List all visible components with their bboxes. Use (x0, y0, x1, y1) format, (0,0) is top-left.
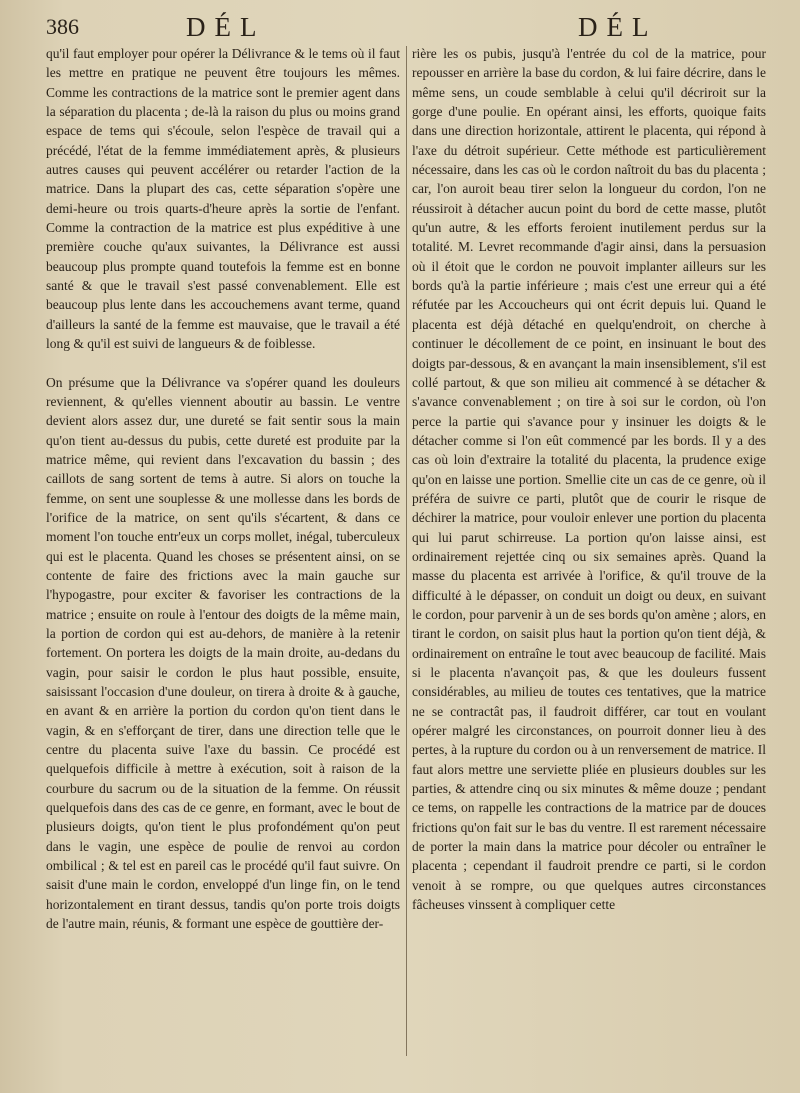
right-column (412, 44, 766, 1056)
paragraph: rière les os pubis, jusqu'à l'entrée du col de la matrice, pour repousser en arrière la base du cordon, & lui faire décrire, dans le même sens, un coude semblable à celui qu'il décriroit sur la gorge d'une poulie. En opérant ainsi, les efforts, quoique faits dans une direction horizontale, attirent le placenta, qui répond à l'axe du détroit supérieur. Cette méthode est particulièrement nécessaire, dans les cas où le cordon naîtroit du bas du placenta ; car, l'on auroit beau tirer selon la longueur du cordon, l'on ne réussiroit à détacher aucun point du bord de cette masse, plutôt qu'un autre, & les efforts feroient inutilement perdus sur la totalité. M. Levret recommande d'agir ainsi, dans la persuasion où il étoit que le cordon ne pouvoit implanter ailleurs sur les bords qu'à la partie inférieure ; mais c'est une erreur qui a été réfutée par les Accoucheurs qui ont écrit depuis lui. Quand le placenta est déjà détaché en quelqu'endroit, on cherche à continuer le décollement de ce point, en insinuant le bout des doigts par-dessous, & en avançant la main insensiblement, s'il est collé partout, & que son milieu ait commencé à se détacher & s'avance convenablement ; on tire à soi sur le cordon, où l'on perce la partie qui s'avance pour y insinuer les doigts & le détacher comme si l'on eût commencé par les bords. Il y a des cas où loin d'extraire la totalité du placenta, la prudence exige qu'on en laisse une portion. Smellie cite un cas de ce genre, où il préféra de suivre ce parti, plutôt que de courir le risque de déchirer la matrice, pour vouloir enlever une portion du placenta qui lui parut schirreuse. La portion qu'on laisse ainsi, est ordinairement rejettée cinq ou six semaines après. Quand la masse du placenta est arrivée à l'orifice, & qu'il trouve de la difficulté à le dépasser, on conduit un doigt ou deux, en suivant le cordon, pour parvenir à un de ses bords qu'on amène ; alors, en tirant le cordon, on saisit plus haut la portion qu'on tient déjà, & ordinairement on entraîne le tout avec beaucoup de facilité. Mais si le placenta n'avançoit pas, & que les douleurs fussent considérables, au milieu de toutes ces tentatives, que la matrice ne se contractât pas, il faudroit différer, car tout en voulant opérer malgré les circonstances, on pourroit donner lieu à des pertes, à la rupture du cordon ou à un renversement de matrice. Il faut alors mettre une serviette pliée en plusieurs doubles sur les parties, & attendre cinq ou six minutes & même douze ; pendant ce tems, on rappelle les contractions de la matrice par de douces frictions qu'on fait sur le bas du ventre. Il est rarement nécessaire de porter la main dans la matrice pour décoler ou entraîner le placenta ; cependant il faudroit prendre ce parti, si le cordon venoit à se rompre, ou que quelques autres circonstances fâcheuses vinssent à compliquer cette (412, 46, 766, 913)
column-divider (406, 46, 407, 1056)
page-number: 386 (46, 14, 79, 39)
page-header (46, 12, 766, 42)
running-head-right: DÉL (578, 12, 658, 42)
paragraph: On présume que la Délivrance va s'opérer quand les douleurs reviennent, & qu'elles viennent aboutir au bassin. Le ventre devient alors assez dur, une dureté se fait sentir sous la main qu'on tient au-dessus du pubis, cette dureté est produite par la matrice même, qui revient dans l'excavation du bassin ; des caillots de sang sortent de tems à autre. Si alors on touche la femme, on sent une souplesse & une mollesse dans les bords de l'orifice de la matrice, on sent qu'ils s'écartent, & dans ce moment l'on touche entr'eux un corps mollet, inégal, tuberculeux qui est le placenta. Quand les choses se présentent ainsi, on se contente de faire des frictions avec la main gauche sur l'hypogastre, pour exciter & favoriser les contractions de la matrice ; ensuite on roule à l'entour des doigts de la même main, la portion de cordon qui est au-dehors, de manière à la retenir fortement. On portera les doigts de la main droite, au-dedans du vagin, pour saisir le cordon le plus haut possible, ensuite, saisissant l'occasion d'une douleur, on tirera à droite & à gauche, en avant & en arrière la portion du cordon qu'on tient dans le vagin, & en s'efforçant de tirer, dans une direction telle que le centre du placenta suive l'axe du bassin. Ce procédé est quelquefois difficile à mettre à exécution, soit à raison de la courbure du sacrum ou de la situation de la femme. On réussit quelquefois dans des cas de ce genre, en formant, avec le bout de plusieurs doigts, qu'on tient le plus profondément qu'on peut dans le vagin, une espèce de poulie de renvoi au cordon ombilical ; & tel est en pareil cas le procédé qu'il faut suivre. On saisit d'une main le cordon, enveloppé d'un linge fin, on le tend horizontalement en tirant dessus, tandis qu'on porte trois doigts de l'autre main, réunis, & formant une espèce de gouttière der- (46, 374, 400, 932)
left-column (46, 44, 400, 1056)
running-head-left: DÉL (186, 12, 266, 42)
text-columns (46, 44, 766, 1056)
paragraph: qu'il faut employer pour opérer la Délivrance & le tems où il faut les mettre en pratique ne peuvent être toujours les mêmes. Comme les contractions de la matrice sont le premier agent dans la séparation du placenta ; de-là la raison du plus ou moins grand espace de tems qui s'écoule, selon l'espèce de travail qui a précédé, l'état de la femme immédiatement après, & plusieurs autres causes qui peuvent accélérer ou retarder l'action de la matrice. Dans la plupart des cas, cette séparation s'opère une demi-heure ou trois quarts-d'heure après la sortie de l'enfant. Comme la contraction de la matrice est plus expéditive à une première couche qu'aux suivantes, la Délivrance est aussi beaucoup plus prompte quand toutefois la femme est en bonne santé & que le travail s'est passé convenablement. Elle est beaucoup plus lente dans les accouchemens avant terme, quand d'ailleurs la santé de la femme est mauvaise, que le travail a été long & qu'il est suivi de langueurs & de foiblesse. (46, 46, 400, 352)
